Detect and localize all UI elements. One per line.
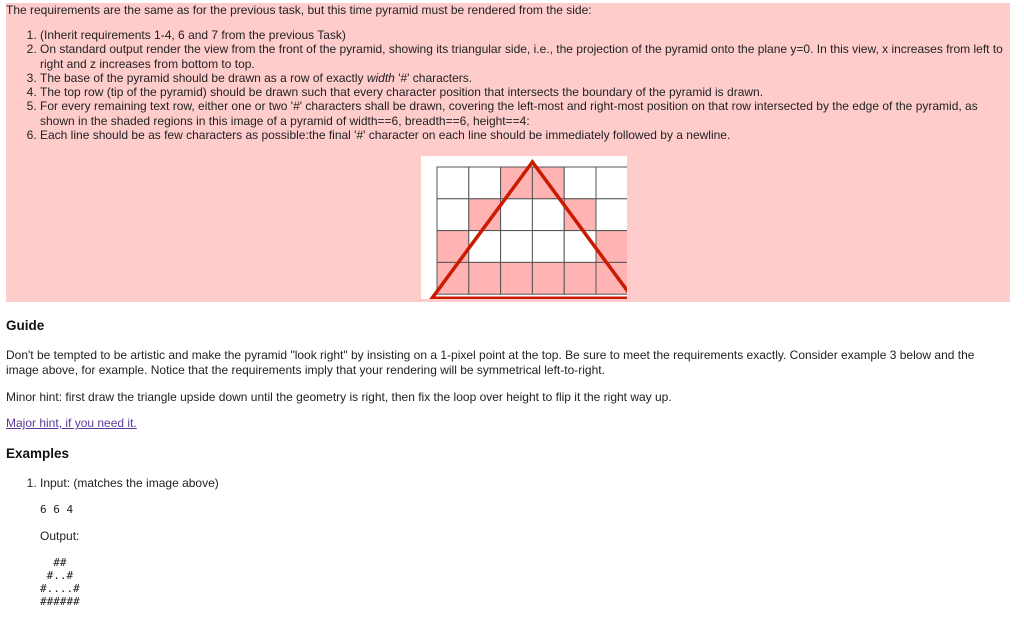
- guide-heading: Guide: [6, 318, 45, 333]
- pyramid-diagram: [421, 156, 627, 299]
- requirements-box: [6, 3, 1010, 302]
- grid-cell: [469, 167, 501, 199]
- shaded-cell: [469, 262, 501, 294]
- example-output-label: Output:: [40, 529, 80, 543]
- grid-cell: [532, 199, 564, 231]
- grid-cell: [437, 199, 469, 231]
- grid-cell: [532, 231, 564, 263]
- guide-paragraph-1: Don't be tempted to be artistic and make the pyramid "look right" by insisting on a 1-pixel point at the top. Be sure to meet the requirements exactly. Consider example 3 below and the image above, for example. Notice that the requirements imply that your rendering will be symmetrical left-to-right.: [6, 348, 975, 377]
- grid-cell: [564, 167, 596, 199]
- grid-cell: [469, 231, 501, 263]
- requirement-item-4: 4. The top row (tip of the pyramid) should be drawn such that every character position that intersects the boundary of the pyramid is drawn.: [40, 85, 1010, 99]
- requirement-item-5: 5. For every remaining text row, either one or two '#' characters shall be drawn, covering the left-most and right-most position on that row intersected by the edge of the pyramid, as shown in the shaded regions in this image of a pyramid of width==6, breadth==6, height==4:: [40, 99, 1010, 128]
- shaded-cell: [596, 231, 627, 263]
- major-hint-container: [6, 416, 1006, 431]
- grid-cell: [596, 199, 627, 231]
- requirements-intro: The requirements are the same as for the previous task, but this time pyramid must be rendered from the side:: [6, 3, 592, 17]
- requirement-item-1: 1. (Inherit requirements 1-4, 6 and 7 from the previous Task): [40, 28, 1010, 42]
- requirement-item-3-text-b: '#' characters.: [394, 70, 473, 85]
- requirements-list: [6, 28, 1010, 142]
- example-output-value: ## #..# #....# ######: [40, 556, 80, 608]
- examples-list: [0, 476, 219, 608]
- shaded-cell: [501, 262, 533, 294]
- requirement-item-2: 2. On standard output render the view from the front of the pyramid, showing its triangular side, i.e., the projection of the pyramid onto the plane y=0. In this view, x increases from left to right and z increases from bottom to top.: [40, 42, 1010, 71]
- grid-cell: [564, 231, 596, 263]
- grid-cell: [501, 199, 533, 231]
- examples-heading: Examples: [6, 446, 70, 461]
- requirement-item-3: [40, 71, 1010, 85]
- grid-cell: [596, 167, 627, 199]
- requirement-item-6: 6. Each line should be as few characters as possible:the final '#' character on each line should be immediately followed by a newline.: [40, 128, 1010, 142]
- grid-cell: [501, 231, 533, 263]
- shaded-cell: [532, 262, 564, 294]
- guide-paragraph-2: Minor hint: first draw the triangle upside down until the geometry is right, then fix the loop over height to flip it the right way up.: [6, 390, 672, 404]
- example-input-value: 6 6 4: [40, 503, 74, 516]
- major-hint-link[interactable]: Major hint, if you need it.: [6, 416, 137, 430]
- width-emphasis: width: [366, 70, 395, 85]
- pyramid-diagram-svg: [421, 156, 627, 299]
- shaded-cell: [564, 262, 596, 294]
- example-input-label: 1. Input: (matches the image above): [40, 476, 219, 490]
- example-item: [40, 476, 219, 608]
- requirement-item-3-text-a: The base of the pyramid should be drawn as a row of exactly: [40, 70, 367, 85]
- grid-cell: [437, 167, 469, 199]
